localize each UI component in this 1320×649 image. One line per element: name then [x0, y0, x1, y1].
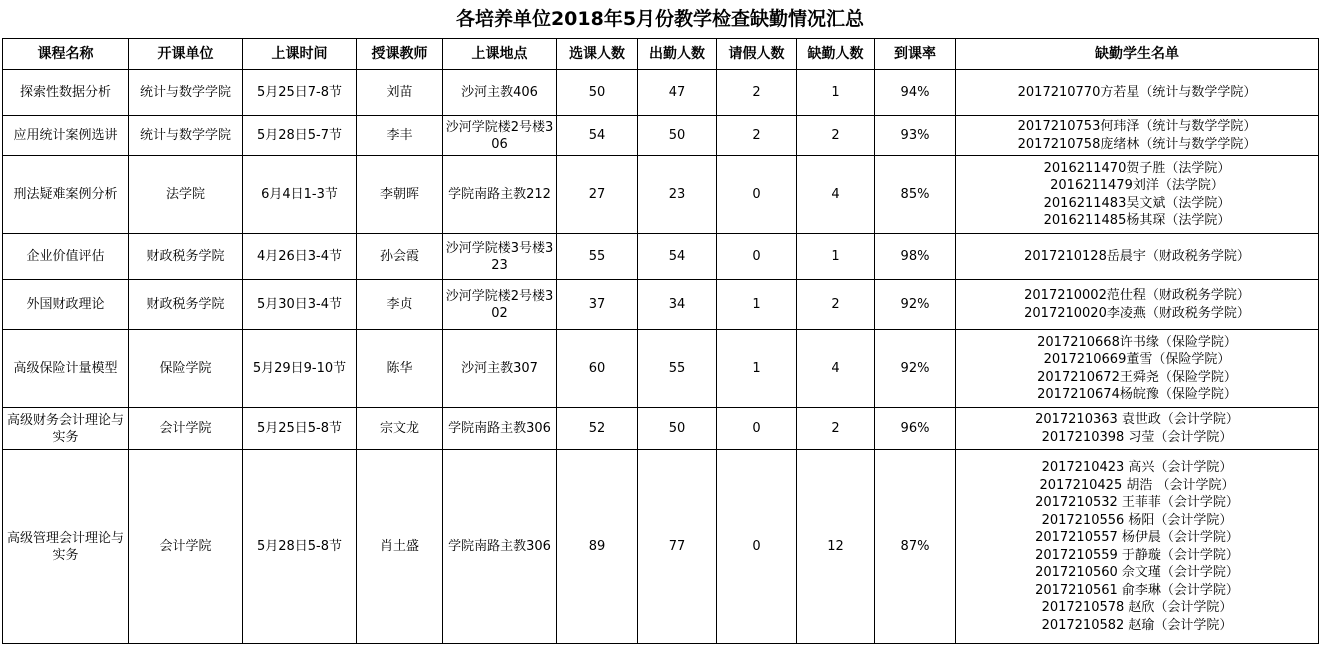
absent-students-cell[interactable]	[956, 408, 1319, 450]
absent-students-cell[interactable]	[956, 70, 1319, 116]
class-time-cell[interactable]: 5月28日5-8节	[243, 450, 357, 644]
absent-student-entry: 2017210556 杨阳（会计学院）	[1041, 512, 1233, 528]
unit-name-cell[interactable]: 法学院	[129, 156, 243, 234]
column-header[interactable]: 缺勤学生名单	[956, 39, 1319, 70]
enrolled-count-cell[interactable]: 52	[557, 408, 638, 450]
absent-count-cell[interactable]: 12	[797, 450, 875, 644]
absent-student-entry: 2017210753何玮泽（统计与数学学院）	[1017, 119, 1257, 134]
attendance-rate-cell[interactable]: 93%	[875, 116, 956, 156]
absent-student-entry: 2017210363 袁世政（会计学院）	[1035, 412, 1239, 427]
present-count-cell[interactable]: 34	[638, 280, 717, 330]
leave-count-cell[interactable]: 0	[717, 234, 797, 280]
location-cell[interactable]: 沙河学院楼2号楼306	[443, 116, 557, 156]
present-count-cell[interactable]: 54	[638, 234, 717, 280]
present-count-cell[interactable]: 47	[638, 70, 717, 116]
absent-count-cell[interactable]: 4	[797, 156, 875, 234]
absent-students-cell[interactable]	[956, 450, 1319, 644]
enrolled-count-cell[interactable]: 54	[557, 116, 638, 156]
course-name-cell[interactable]: 外国财政理论	[3, 280, 129, 330]
enrolled-count-cell[interactable]: 37	[557, 280, 638, 330]
absent-student-entry: 2017210668许书缘（保险学院）	[1037, 334, 1237, 350]
absent-student-entry: 2017210425 胡浩 （会计学院）	[1039, 477, 1235, 493]
course-name-cell[interactable]: 高级保险计量模型	[3, 330, 129, 408]
teacher-name-cell[interactable]: 刘苗	[357, 70, 443, 116]
attendance-rate-cell[interactable]: 85%	[875, 156, 956, 234]
course-name-cell[interactable]: 高级财务会计理论与实务	[3, 408, 129, 450]
unit-name-cell[interactable]: 统计与数学学院	[129, 116, 243, 156]
class-time-cell[interactable]: 4月26日3-4节	[243, 234, 357, 280]
enrolled-count-cell[interactable]: 27	[557, 156, 638, 234]
leave-count-cell[interactable]: 1	[717, 280, 797, 330]
location-cell[interactable]: 学院南路主教306	[443, 408, 557, 450]
column-header[interactable]: 授课教师	[357, 39, 443, 70]
present-count-cell[interactable]: 23	[638, 156, 717, 234]
absent-count-cell[interactable]: 1	[797, 234, 875, 280]
absent-student-entry: 2017210770方若星（统计与数学学院）	[1017, 84, 1257, 100]
teacher-name-cell[interactable]: 李贞	[357, 280, 443, 330]
sheet-title: 各培养单位2018年5月份教学检查缺勤情况汇总	[455, 8, 865, 30]
enrolled-count-cell[interactable]: 60	[557, 330, 638, 408]
location-cell[interactable]: 沙河主教406	[443, 70, 557, 116]
absent-student-entry: 2017210559 于静璇（会计学院）	[1035, 547, 1239, 563]
absent-students-cell[interactable]	[956, 280, 1319, 330]
leave-count-cell[interactable]: 2	[717, 70, 797, 116]
absent-student-entry: 2016211479刘洋（法学院）	[1050, 178, 1224, 193]
unit-name-cell[interactable]: 财政税务学院	[129, 280, 243, 330]
teacher-name-cell[interactable]: 宗文龙	[357, 408, 443, 450]
location-cell[interactable]: 沙河学院楼2号楼302	[443, 280, 557, 330]
unit-name-cell[interactable]: 会计学院	[129, 408, 243, 450]
table-row[interactable]	[3, 450, 1319, 644]
absent-student-entry: 2017210002范仕程（财政税务学院）	[1024, 288, 1250, 303]
teacher-name-cell[interactable]: 李丰	[357, 116, 443, 156]
present-count-cell[interactable]: 77	[638, 450, 717, 644]
absent-student-entry: 2017210672王舜尧（保险学院）	[1037, 369, 1237, 385]
course-name-cell[interactable]: 企业价值评估	[3, 234, 129, 280]
column-header[interactable]: 请假人数	[717, 39, 797, 70]
attendance-rate-cell[interactable]: 98%	[875, 234, 956, 280]
absent-student-entry: 2016211470贺子胜（法学院）	[1043, 160, 1231, 176]
absent-student-entry: 2017210561 俞李琳（会计学院）	[1035, 582, 1239, 598]
attendance-rate-cell[interactable]: 94%	[875, 70, 956, 116]
location-cell[interactable]: 学院南路主教212	[443, 156, 557, 234]
leave-count-cell[interactable]: 0	[717, 408, 797, 450]
attendance-rate-cell[interactable]: 92%	[875, 330, 956, 408]
unit-name-cell[interactable]: 保险学院	[129, 330, 243, 408]
column-header[interactable]: 出勤人数	[638, 39, 717, 70]
absent-students-cell[interactable]	[956, 116, 1319, 156]
location-cell[interactable]: 学院南路主教306	[443, 450, 557, 644]
absent-student-entry: 2017210674杨皖豫（保险学院）	[1037, 387, 1237, 402]
header-row	[3, 39, 1319, 70]
absent-count-cell[interactable]: 4	[797, 330, 875, 408]
absent-student-entry: 2017210669董雪（保险学院）	[1043, 352, 1231, 367]
absent-student-entry: 2017210582 赵瑜（会计学院）	[1041, 617, 1233, 633]
table-row[interactable]	[3, 280, 1319, 330]
absent-count-cell[interactable]: 2	[797, 116, 875, 156]
absent-student-entry: 2017210578 赵欣（会计学院）	[1041, 600, 1233, 615]
absent-student-entry: 2017210423 高兴（会计学院）	[1041, 460, 1233, 475]
absent-student-entry: 2017210557 杨伊晨（会计学院）	[1035, 530, 1239, 545]
absent-count-cell[interactable]: 2	[797, 280, 875, 330]
class-time-cell[interactable]: 5月25日7-8节	[243, 70, 357, 116]
unit-name-cell[interactable]: 财政税务学院	[129, 234, 243, 280]
column-header[interactable]: 选课人数	[557, 39, 638, 70]
class-time-cell[interactable]: 5月28日5-7节	[243, 116, 357, 156]
table-row[interactable]	[3, 156, 1319, 234]
table-row[interactable]	[3, 116, 1319, 156]
absent-students-cell[interactable]	[956, 330, 1319, 408]
leave-count-cell[interactable]: 1	[717, 330, 797, 408]
absent-count-cell[interactable]: 1	[797, 70, 875, 116]
teacher-name-cell[interactable]: 孙会霞	[357, 234, 443, 280]
leave-count-cell[interactable]: 0	[717, 156, 797, 234]
attendance-rate-cell[interactable]: 87%	[875, 450, 956, 644]
column-header[interactable]: 课程名称	[3, 39, 129, 70]
unit-name-cell[interactable]: 统计与数学学院	[129, 70, 243, 116]
column-header[interactable]: 缺勤人数	[797, 39, 875, 70]
course-name-cell[interactable]: 高级管理会计理论与实务	[3, 450, 129, 644]
absent-student-entry: 2017210128岳晨宇（财政税务学院）	[1024, 248, 1250, 264]
absent-count-cell[interactable]: 2	[797, 408, 875, 450]
absent-student-entry: 2016211485杨其琛（法学院）	[1043, 213, 1231, 228]
class-time-cell[interactable]: 5月29日9-10节	[243, 330, 357, 408]
table-row[interactable]	[3, 234, 1319, 280]
enrolled-count-cell[interactable]: 89	[557, 450, 638, 644]
column-header[interactable]: 开课单位	[129, 39, 243, 70]
absent-student-entry: 2017210398 习莹（会计学院）	[1041, 429, 1233, 445]
table-row[interactable]	[3, 408, 1319, 450]
enrolled-count-cell[interactable]: 55	[557, 234, 638, 280]
enrolled-count-cell[interactable]: 50	[557, 70, 638, 116]
absent-student-entry: 2016211483吴文斌（法学院）	[1043, 195, 1231, 211]
absent-student-entry: 2017210758庞绪林（统计与数学学院）	[1017, 136, 1257, 152]
column-header[interactable]: 到课率	[875, 39, 956, 70]
leave-count-cell[interactable]: 2	[717, 116, 797, 156]
location-cell[interactable]: 沙河主教307	[443, 330, 557, 408]
course-name-cell[interactable]: 刑法疑难案例分析	[3, 156, 129, 234]
unit-name-cell[interactable]: 会计学院	[129, 450, 243, 644]
present-count-cell[interactable]: 55	[638, 330, 717, 408]
column-header[interactable]: 上课时间	[243, 39, 357, 70]
class-time-cell[interactable]: 5月25日5-8节	[243, 408, 357, 450]
absent-students-cell[interactable]	[956, 156, 1319, 234]
teacher-name-cell[interactable]: 陈华	[357, 330, 443, 408]
table-body	[3, 70, 1319, 644]
absent-student-entry: 2017210560 佘文瑾（会计学院）	[1035, 565, 1239, 580]
location-cell[interactable]: 沙河学院楼3号楼323	[443, 234, 557, 280]
absence-table	[2, 38, 1319, 644]
column-header[interactable]: 上课地点	[443, 39, 557, 70]
class-time-cell[interactable]: 6月4日1-3节	[243, 156, 357, 234]
present-count-cell[interactable]: 50	[638, 116, 717, 156]
leave-count-cell[interactable]: 0	[717, 450, 797, 644]
absent-student-entry: 2017210020李凌燕（财政税务学院）	[1024, 305, 1250, 321]
present-count-cell[interactable]: 50	[638, 408, 717, 450]
class-time-cell[interactable]: 5月30日3-4节	[243, 280, 357, 330]
course-name-cell[interactable]: 探索性数据分析	[3, 70, 129, 116]
course-name-cell[interactable]: 应用统计案例选讲	[3, 116, 129, 156]
attendance-rate-cell[interactable]: 92%	[875, 280, 956, 330]
teacher-name-cell[interactable]: 肖土盛	[357, 450, 443, 644]
table-row[interactable]	[3, 70, 1319, 116]
absent-student-entry: 2017210532 王菲菲（会计学院）	[1035, 495, 1239, 510]
table-row[interactable]	[3, 330, 1319, 408]
absent-students-cell[interactable]	[956, 234, 1319, 280]
attendance-rate-cell[interactable]: 96%	[875, 408, 956, 450]
teacher-name-cell[interactable]: 李朝晖	[357, 156, 443, 234]
